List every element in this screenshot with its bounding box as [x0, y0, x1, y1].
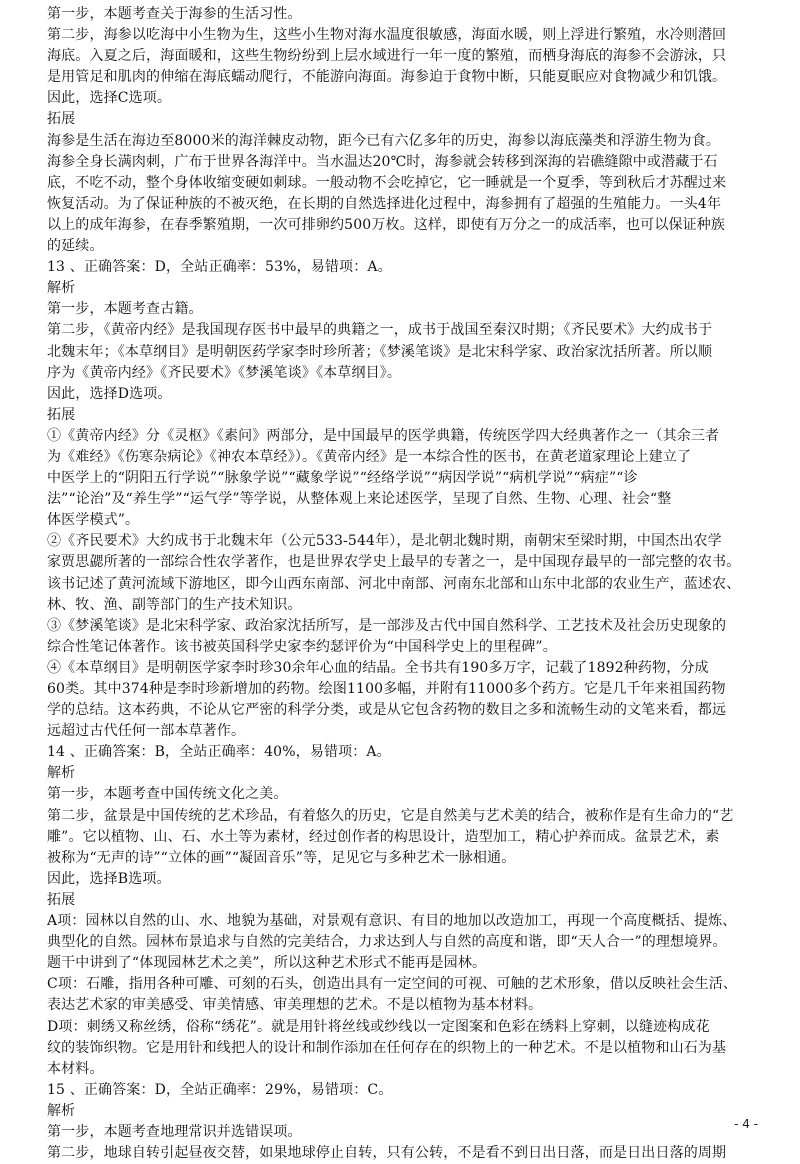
text-line: 解析: [47, 280, 76, 297]
text-line: 学的总结。这本药典，不论从它严密的科学分类，或是从它包含药物的数目之多和流畅生动的文笔来看，都远: [47, 702, 727, 719]
text-line: 综合性笔记体著作。该书被英国科学史家李约瑟评价为“中国科学史上的里程碑”。: [47, 638, 557, 655]
text-line: 纹的装饰织物。它是用针和线把人的设计和制作添加在任何存在的织物上的一种艺术。不是以植物和山石为基: [47, 1039, 727, 1056]
text-line: 以上的成年海参，在春季繁殖期，一次可排卵约500万枚。这样，即使有万分之一的成活率，也可以保证种族: [47, 216, 726, 233]
text-line: 中医学上的“阴阳五行学说”“脉象学说”“藏象学说”“经络学说”“病因学说”“病机学说”“病症”“诊: [47, 470, 638, 487]
text-line: 雕”。它以植物、山、石、水土等为素材，经过创作者的构思设计，造型加工，精心护养而成。盆景艺术，素: [47, 828, 720, 845]
text-line: 该书记述了黄河流域下游地区，即今山西东南部、河北中南部、河南东北部和山东中北部的农业生产，蓝述农、: [47, 575, 741, 592]
text-line: 因此，选择D选项。: [47, 385, 172, 402]
document-body: [47, 4, 761, 1164]
text-line: 第二步，盆景是中国传统的艺术珍品，有着悠久的历史，它是自然美与艺术美的结合，被称作是有生命力的“艺: [47, 807, 734, 824]
text-line: 海参全身长满肉刺，广布于世界各海洋中。当水温达20℃时，海参就会转移到深海的岩礁缝隙中或潜藏于石: [47, 153, 718, 170]
text-line: 恢复活动。为了保证种族的不被灭绝，在长期的自然选择进化过程中，海参拥有了超强的生殖能力。一头4年: [47, 195, 722, 212]
text-line: ③《梦溪笔谈》是北宋科学家、政治家沈括所写，是一部涉及古代中国自然科学、工艺技术及社会历史现象的: [47, 617, 727, 634]
text-line: 本材料。: [47, 1060, 104, 1077]
text-line: 北魏末年；《本草纲目》是明朝医药学家李时珍所著；《梦溪笔谈》是北宋科学家、政治家沈括所著。所以顺: [47, 343, 713, 360]
text-line: 第一步，本题考查中国传统文化之美。: [47, 786, 288, 803]
text-line: 第一步，本题考查古籍。: [47, 301, 203, 318]
text-line: 第二步，《黄帝内经》是我国现存医书中最早的典籍之一，成书于战国至秦汉时期；《齐民要术》大约成书于: [47, 322, 713, 339]
text-line: 解析: [47, 1102, 76, 1119]
page-number: - 4 -: [734, 1117, 758, 1131]
text-line: 典型化的自然。园林布景追求与自然的完美结合，力求达到人与自然的高度和谐，即“天人合一”的理想境界。: [47, 934, 727, 951]
text-line: 海参是生活在海边至8000米的海洋棘皮动物，距今已有六亿多年的历史，海参以海底藻类和浮游生物为食。: [47, 132, 720, 149]
text-line: 第一步，本题考查地理常识并选错误项。: [47, 1123, 302, 1140]
text-line: 远超过古代任何一部本草著作。: [47, 723, 246, 740]
text-line: 题干中讲到了“体现园林艺术之美”，所以这种艺术形式不能再是园林。: [47, 955, 487, 972]
text-line: 第一步，本题考查关于海参的生活习性。: [47, 6, 302, 22]
text-line: 体医学模式”。: [47, 512, 140, 529]
text-line: 第二步，地球自转引起昼夜交替，如果地球停止自转，只有公转，不是看不到日出日落，而是日出日落的周期: [47, 1145, 727, 1162]
text-line: 序为《黄帝内经》《齐民要术》《梦溪笔谈》《本草纲目》。: [47, 364, 402, 381]
text-line: 被称为“无声的诗”“立体的画”“凝固音乐”等，足见它与多种艺术一脉相通。: [47, 849, 516, 866]
text-line: 因此，选择B选项。: [47, 870, 171, 887]
text-line: 解析: [47, 765, 76, 782]
text-line: ②《齐民要术》大约成书于北魏末年（公元533-544年），是北朝北魏时期，南朝宋至梁时期，中国杰出农学: [47, 533, 722, 550]
text-line: 的延续。: [47, 238, 104, 255]
text-line: D项：刺绣又称丝绣，俗称“绣花”。就是用针将丝线或纱线以一定图案和色彩在绣料上穿刺，以缝迹构成花: [47, 1018, 710, 1035]
text-line: 60类。其中374种是李时珍新增加的药物。绘图1100多幅，并附有11000多个药方。它是几千年来祖国药物: [47, 681, 726, 697]
text-line: 表达艺术家的审美感受、审美情感、审美理想的艺术。不是以植物为基本材料。: [47, 997, 543, 1014]
text-line: 海底。入夏之后，海面暖和，这些生物纷纷到上层水域进行一年一度的繁殖，而栖身海底的海参不会游泳，只: [47, 48, 727, 65]
text-line: 法”“论治”及“养生学”“运气学”等学说，从整体观上来论述医学，呈现了自然、生物、心理、社会“整: [47, 491, 672, 508]
text-line: C项：石雕，指用各种可雕、可刻的石头，创造出具有一定空间的可视、可触的艺术形象，借以反映社会生活、: [47, 976, 738, 993]
text-line: 15 、正确答案：D，全站正确率：29%，易错项：C。: [47, 1081, 393, 1098]
text-line: 林、牧、渔、副等部门的生产技术知识。: [47, 596, 302, 613]
text-line: 拓展: [47, 111, 76, 128]
text-line: 14 、正确答案：B，全站正确率：40%，易错项：A。: [47, 744, 391, 761]
text-line: 底，不吃不动，整个身体收缩变硬如刺球。一般动物不会吃掉它，它一睡就是一个夏季，等到秋后才苏醒过来: [47, 174, 727, 191]
text-line: 拓展: [47, 406, 76, 423]
text-line: 为《难经》《伤寒杂病论》《神农本草经》）。《黄帝内经》是一本综合性的医书，在黄老道家理论上建立了: [47, 448, 692, 465]
text-line: 是用管足和肌肉的伸缩在海底蠕动爬行，不能游向海面。海参迫于食物中断，只能夏眠应对食物减少和饥饿。: [47, 69, 727, 86]
text-line: A项：园林以自然的山、水、地貌为基础，对景观有意识、有目的地加以改造加工，再现一个高度概括、提炼、: [47, 913, 737, 930]
text-line: 拓展: [47, 891, 76, 908]
text-line: 13 、正确答案：D，全站正确率：53%，易错项：A。: [47, 259, 392, 276]
text-line: 家贾思勰所著的一部综合性农学著作，也是世界农学史上最早的专著之一，是中国现存最早的一部完整的农书。: [47, 554, 741, 571]
text-line: ④《本草纲目》是明朝医学家李时珍30余年心血的结晶。全书共有190多万字，记载了1892种药物，分成: [47, 659, 709, 676]
text-line: 因此，选择C选项。: [47, 90, 172, 107]
text-line: ①《黄帝内经》分《灵枢》《素问》两部分，是中国最早的医学典籍，传统医学四大经典著作之一（其余三者: [47, 427, 720, 444]
text-line: 第二步，海参以吃海中小生物为生，这些小生物对海水温度很敏感，海面水暖，则上浮进行繁殖，水冷则潜回: [47, 27, 727, 44]
